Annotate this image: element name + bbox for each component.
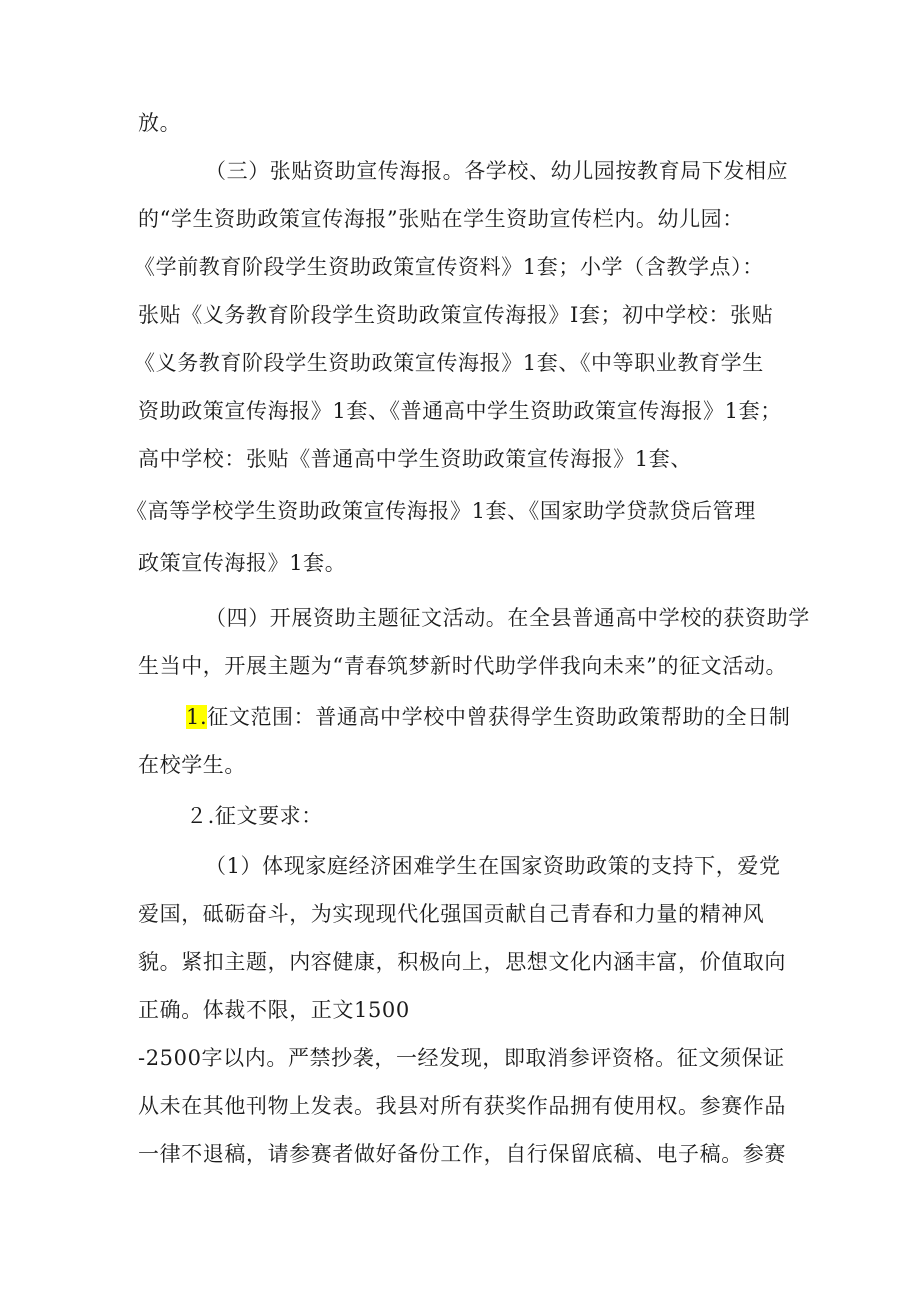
list-item-text: 征文范围：普通高中学校中曾获得学生资助政策帮助的全日制 xyxy=(207,705,791,729)
section-heading-3: （三）张贴资助宣传海报。各学校、幼儿园按教育局下发相应 xyxy=(205,159,789,183)
text-line: 张贴《义务教育阶段学生资助政策宣传海报》I套；初中学校：张贴 xyxy=(138,303,774,327)
text-line: 在校学生。 xyxy=(138,753,246,777)
list-item-2: ２.征文要求： xyxy=(186,804,323,828)
text-line: 放。 xyxy=(138,111,182,135)
text-line: 一律不退稿，请参赛者做好备份工作，自行保留底稿、电子稿。参赛 xyxy=(138,1142,786,1166)
text-line: 生当中，开展主题为“青春筑梦新时代助学伴我向未来”的征文活动。 xyxy=(138,654,788,678)
text-line: 政策宣传海报》1套。 xyxy=(138,551,347,575)
text-line: 《学前教育阶段学生资助政策宣传资料》1套；小学（含教学点）： xyxy=(134,255,764,279)
text-line: 高中学校：张贴《普通高中学生资助政策宣传海报》1套、 xyxy=(138,447,692,471)
text-line: 的“学生资助政策宣传海报”张贴在学生资助宣传栏内。幼儿园： xyxy=(138,207,744,231)
text-line: -2500字以内。严禁抄袭，一经发现，即取消参评资格。征文须保证 xyxy=(138,1046,785,1070)
text-line: 爱国，砥砺奋斗，为实现现代化强国贡献自己青春和力量的精神风 xyxy=(138,902,765,926)
sub-item-1: （1）体现家庭经济困难学生在国家资助政策的支持下，爱党 xyxy=(205,854,781,878)
text-line: 从未在其他刊物上发表。我县对所有获奖作品拥有使用权。参赛作品 xyxy=(138,1094,786,1118)
text-line: 《义务教育阶段学生资助政策宣传海报》1套、《中等职业教育学生 xyxy=(134,351,764,375)
list-item-1 xyxy=(186,702,790,732)
text-line: 正确。体裁不限，正文1500 xyxy=(138,998,410,1022)
text-line: 资助政策宣传海报》1套、《普通高中学生资助政策宣传海报》1套； xyxy=(138,399,782,423)
text-line: 貌。紧扣主题，内容健康，积极向上，思想文化内涵丰富，价值取向 xyxy=(138,950,786,974)
section-heading-4: （四）开展资助主题征文活动。在全县普通高中学校的获资助学 xyxy=(205,606,810,630)
highlighted-number: 1. xyxy=(186,705,208,729)
text-line: 《高等学校学生资助政策宣传海报》1套、《国家助学贷款贷后管理 xyxy=(126,499,756,523)
